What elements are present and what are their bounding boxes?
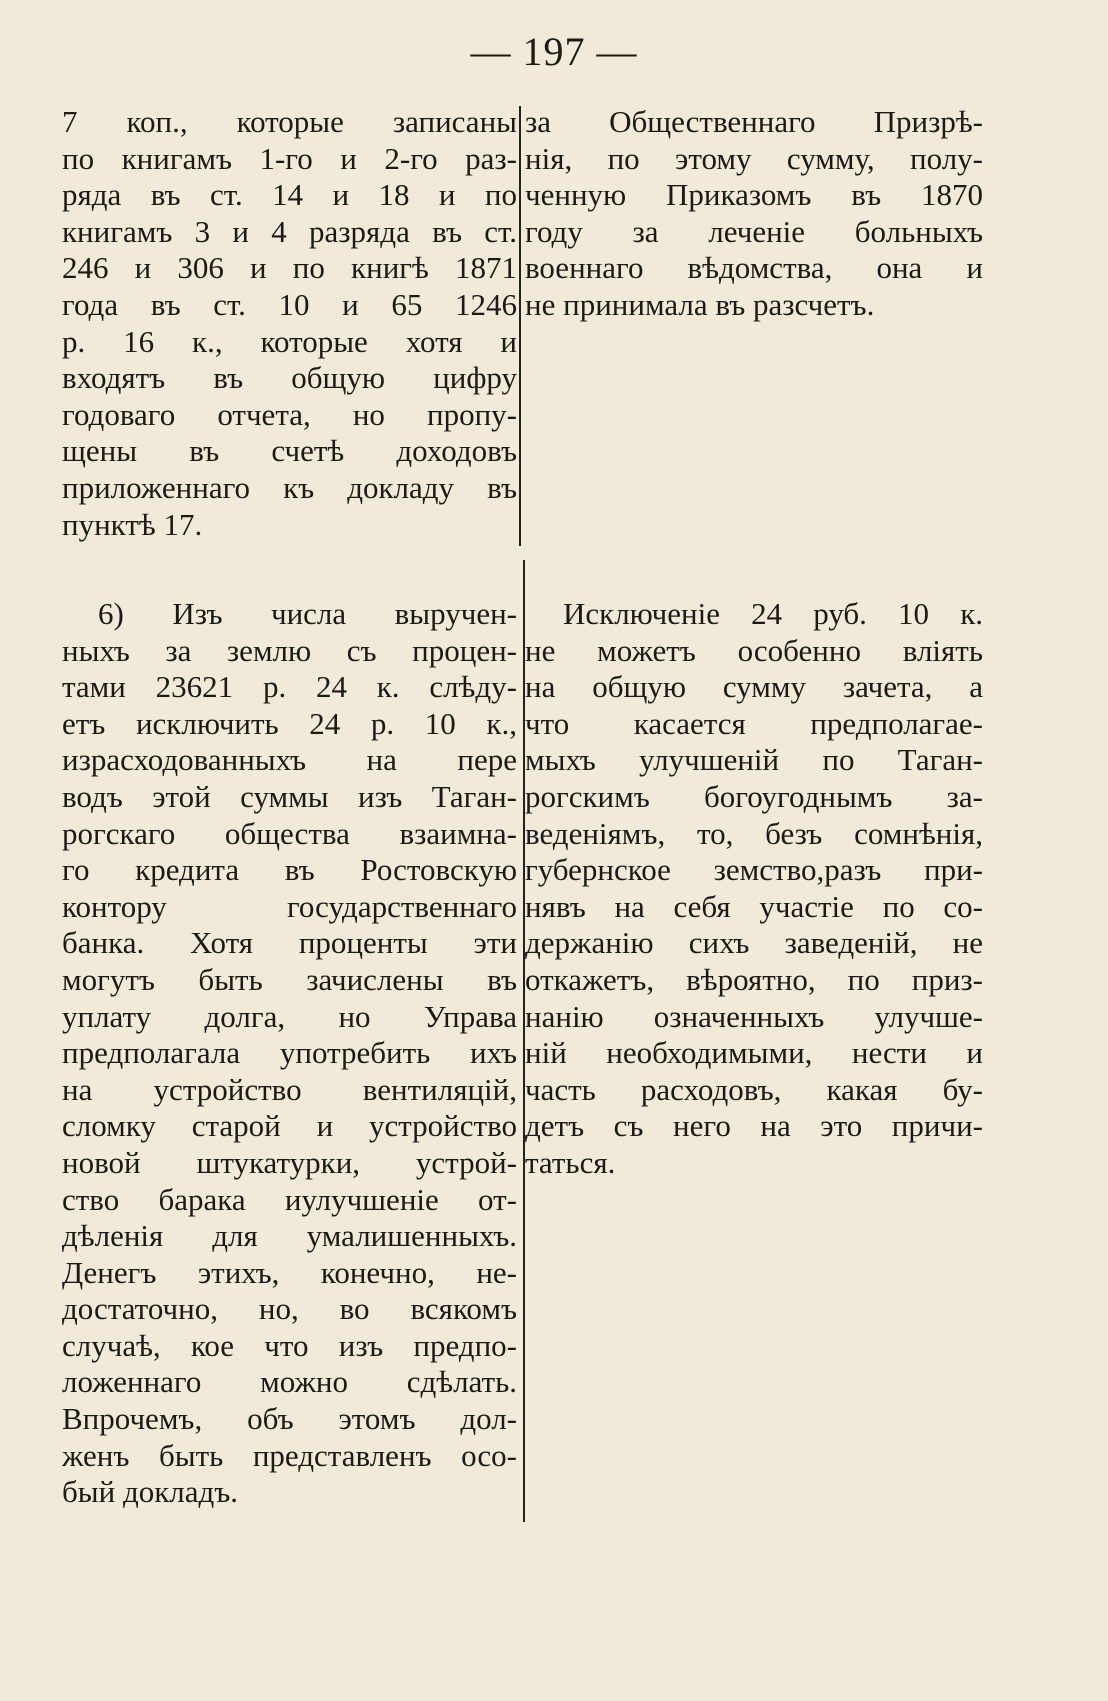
text-line: нанію означенныхъ улучше- (525, 998, 983, 1034)
text-line: рогскимъ богоугоднымъ за- (525, 778, 983, 814)
text-line: веденіямъ, то, безъ сомнѣнія, (525, 815, 983, 851)
text-line: года въ ст. 10 и 65 1246 (62, 286, 517, 322)
text-line: достаточно, но, во всякомъ (62, 1291, 517, 1327)
text-line: бый докладъ. (62, 1474, 239, 1510)
left-column-para2 (62, 596, 517, 1511)
text-line: книгамъ 3 и 4 разряда въ ст. (62, 213, 517, 249)
left-column-para1 (62, 104, 517, 543)
text-line: ложеннаго можно сдѣлать. (62, 1364, 517, 1400)
text-line: р. 16 к., которые хотя и (62, 323, 517, 359)
text-line: израсходованныхъ на пере (62, 742, 517, 778)
text-line: етъ исключить 24 р. 10 к., (62, 705, 517, 741)
text-line: входятъ въ общую цифру (62, 360, 517, 396)
text-line: Впрочемъ, объ этомъ дол- (62, 1401, 517, 1437)
text-line: 7 коп., которые записаны (62, 104, 517, 139)
text-line: на устройство вентиляцій, (62, 1071, 517, 1107)
bleed-through-decoration (640, 290, 1000, 530)
text-line: новой штукатурки, устрой- (62, 1144, 517, 1180)
text-line: что касается предполагае- (525, 705, 983, 741)
text-line: ряда въ ст. 14 и 18 и по (62, 177, 517, 213)
text-line: 6) Изъ числа выручен- (98, 596, 517, 631)
page-number: — 197 — (470, 29, 638, 74)
text-line: сломку старой и устройство (62, 1108, 517, 1144)
right-column-para1 (525, 104, 983, 324)
text-line: держанію сихъ заведеній, не (525, 925, 983, 961)
text-line: женъ быть представленъ осо- (62, 1437, 517, 1473)
text-line: не принимала въ разсчетъ. (525, 286, 875, 322)
text-line: по книгамъ 1-го и 2-го раз- (62, 140, 517, 176)
text-line: уплату долга, но Управа (62, 998, 517, 1034)
right-column-para2 (525, 596, 983, 1182)
text-line: таться. (525, 1144, 616, 1180)
text-line: щены въ счетѣ доходовъ (62, 433, 517, 469)
text-line: ченную Приказомъ въ 1870 (525, 177, 983, 213)
text-line: рогскаго общества взаимна- (62, 815, 517, 851)
text-line: случаѣ, кое что изъ предпо- (62, 1327, 517, 1363)
text-line: го кредита въ Ростовскую (62, 852, 517, 888)
text-line: году за леченіе больныхъ (525, 213, 983, 249)
column-divider-lower (523, 560, 525, 1522)
text-line: тами 23621 р. 24 к. слѣду- (62, 669, 517, 705)
text-line: 246 и 306 и по книгѣ 1871 (62, 250, 517, 286)
text-line: детъ съ него на это причи- (525, 1108, 983, 1144)
text-line: не можетъ особенно влiять (525, 632, 983, 668)
text-line: годоваго отчета, но пропу- (62, 396, 517, 432)
text-line: могутъ быть зачислены въ (62, 961, 517, 997)
text-line: предполагала употребить ихъ (62, 1035, 517, 1071)
text-line: на общую сумму зачета, а (525, 669, 983, 705)
text-line: водъ этой суммы изъ Таган- (62, 778, 517, 814)
text-line: дѣленія для умалишенныхъ. (62, 1218, 517, 1254)
text-line: мыхъ улучшеній по Таган- (525, 742, 983, 778)
text-line: военнаго вѣдомства, она и (525, 250, 983, 286)
text-line: Исключеніе 24 руб. 10 к. (563, 596, 983, 631)
column-divider-upper (519, 106, 521, 546)
text-line: ство барака иулучшеніе от- (62, 1181, 517, 1217)
text-line: часть расходовъ, какая бу- (525, 1071, 983, 1107)
text-line: ныхъ за землю съ процен- (62, 632, 517, 668)
text-line: нія, по этому сумму, полу- (525, 140, 983, 176)
text-line: за Общественнаго Призрѣ- (525, 104, 983, 139)
text-line: Денегъ этихъ, конечно, не- (62, 1254, 517, 1290)
text-line: приложеннаго къ докладу въ (62, 469, 517, 505)
text-line: банка. Хотя проценты эти (62, 925, 517, 961)
text-line: ній необходимыми, нести и (525, 1035, 983, 1071)
text-line: нявъ на себя участіе по со- (525, 888, 983, 924)
text-line: контору государственнаго (62, 888, 517, 924)
text-line: пунктѣ 17. (62, 506, 203, 542)
text-line: губернское земство,разъ при- (525, 852, 983, 888)
text-line: откажетъ, вѣроятно, по приз- (525, 961, 983, 997)
